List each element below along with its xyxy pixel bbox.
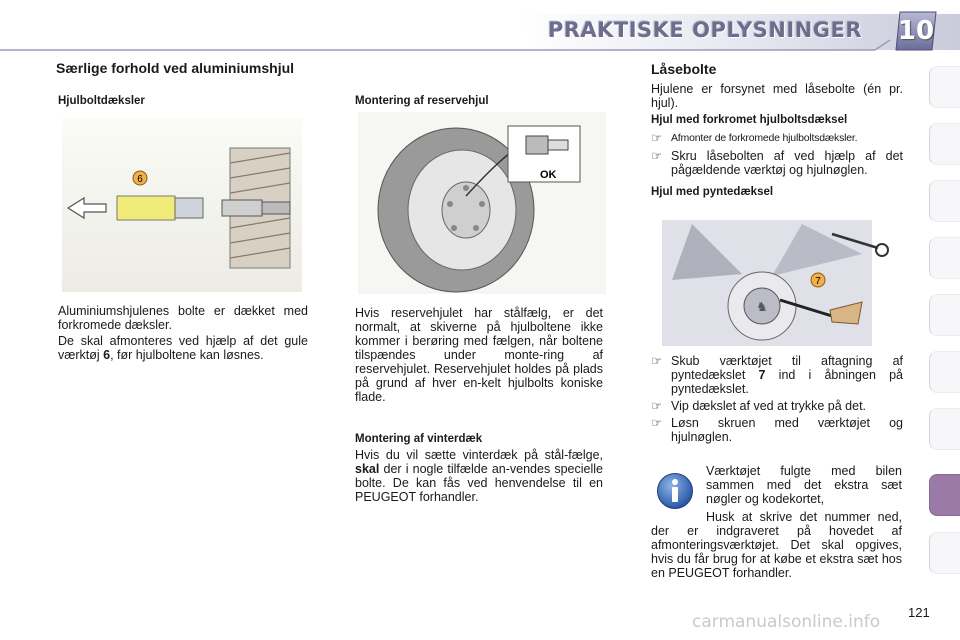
chapter-tab[interactable] [929,66,960,108]
hubcap-removal-figure [662,214,902,346]
chapter-tab-active[interactable] [929,474,960,516]
subtitle-spare-wheel: Montering af reservehjul [355,95,489,107]
pointing-hand-icon: ☞ [651,131,663,145]
paragraph-locking-intro: Hjulene er forsynet med låsebolte (én pr. hjul). [651,82,903,110]
bullet-tilt-cover: ☞ Vip dækslet af ved at trykke på det. [651,399,867,413]
page-number: 121 [908,605,930,620]
section-title: Særlige forhold ved aluminiumshjul [56,60,295,76]
subtitle-chrome-cover: Hjul med forkromet hjulboltsdæksel [651,114,848,126]
info-tool-note: Værktøjet fulgte med bilen sammen med det ekstra sæt nøgler og kodekortet, [706,464,902,506]
chapter-tabs [926,66,960,576]
chapter-tab[interactable] [929,180,960,222]
chapter-tab[interactable] [929,123,960,165]
pointing-hand-icon: ☞ [651,416,663,430]
chapter-tab[interactable] [929,408,960,450]
pointing-hand-icon: ☞ [651,399,663,413]
bullet-remove-covers: ☞ Afmonter de forkromede hjulboltsdæksler. [651,131,858,145]
paragraph-spare-wheel: Hvis reservehjulet har stålfælg, er det normalt, at skiverne på hjulboltene ikke kommer i berøring med fælgen, når boltene tilspændes under monte-ring af reservehjulet. Reservehjulet holdes på plads på grund af hver en-kelt hjulbolts koniske flade. [355,306,603,404]
chapter-tab[interactable] [929,294,960,336]
svg-text:♞: ♞ [756,300,768,315]
chapter-tab[interactable] [929,351,960,393]
chapter-number: 10 [897,16,935,46]
locking-bolts-title: Låsebolte [651,61,717,77]
spare-wheel-figure [358,112,606,294]
watermark: carmanualsonline.info [692,612,881,632]
bullet-push-tool: ☞ Skub værktøjet til aftagning af pyntedækslet 7 ind i åbningen på pyntedækslet. [651,354,903,396]
paragraph-bolt-covers: Aluminiumshjulenes bolte er dækket med forkromede dæksler. [58,304,308,332]
paragraph-yellow-tool: De skal afmonteres ved hjælp af det gule værktøj 6, før hjulboltene kan løsnes. [58,334,308,362]
chapter-title: PRAKTISKE OPLYSNINGER [547,18,862,42]
info-icon [656,472,694,510]
pointing-hand-icon: ☞ [651,354,663,368]
paragraph-winter-tyres: Hvis du vil sætte vinterdæk på stål-fælge, skal der i nogle tilfælde an-vendes specielle bolte. De kan fås ved henvendelse til en PEUGEOT forhandler. [355,448,603,504]
bullet-unscrew-bolt: ☞ Skru låsebolten af ved hjælp af det pågældende værktøj og hjulnøglen. [651,149,903,177]
info-number-note: Husk at skrive det nummer ned, der er indgraveret på hovedet af afmonteringsværktøjet. Det skal opgives, hvis du får brug for at købe et ekstra sæt hos en PEUGEOT forhandler. [651,510,902,580]
subtitle-wheel-bolt-covers: Hjulboltdæksler [58,95,145,107]
subtitle-hubcap: Hjul med pyntedæksel [651,186,774,198]
chapter-tab[interactable] [929,237,960,279]
bolt-cover-removal-figure [62,118,302,292]
pointing-hand-icon: ☞ [651,149,663,163]
figure-label-7: 7 [815,276,821,287]
chapter-tab[interactable] [929,532,960,574]
bullet-loosen-screw: ☞ Løsn skruen med værktøjet og hjulnøglen. [651,416,903,444]
subtitle-winter-tyres: Montering af vinterdæk [355,433,483,445]
figure-ok-label: OK [540,169,557,181]
figure-label-6: 6 [137,174,143,185]
